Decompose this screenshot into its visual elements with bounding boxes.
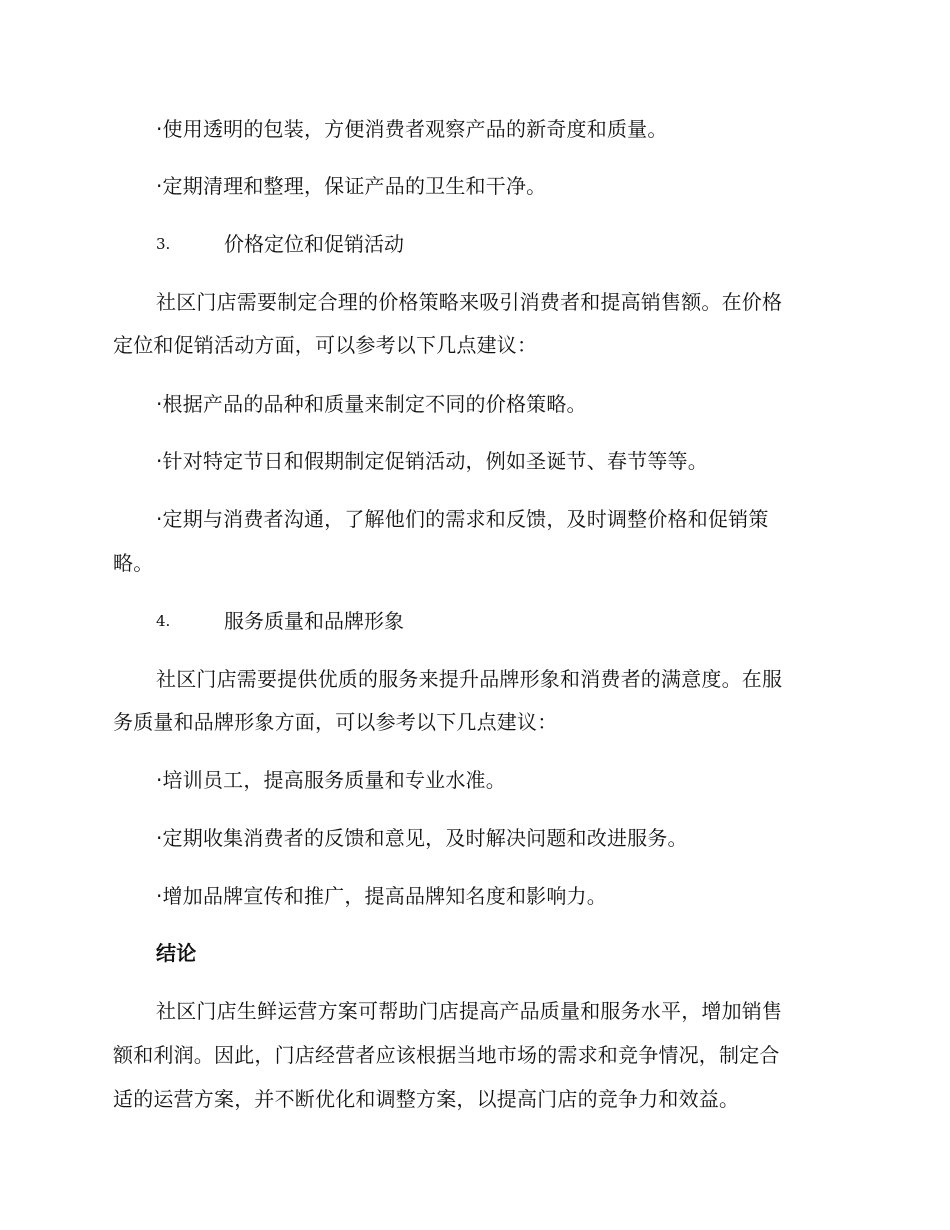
bullet-item-wrap: 略。 — [113, 551, 154, 575]
bullet-item: ·培训员工，提高服务质量和专业水准。 — [156, 768, 506, 792]
bullet-item: ·定期收集消费者的反馈和意见，及时解决问题和改进服务。 — [156, 826, 688, 850]
bullet-item: ·定期清理和整理，保证产品的卫生和干净。 — [156, 174, 547, 198]
paragraph-line: 社区门店生鲜运营方案可帮助门店提高产品质量和服务水平，增加销售 — [156, 999, 783, 1023]
bullet-item: ·定期与消费者沟通，了解他们的需求和反馈，及时调整价格和促销策 — [156, 507, 769, 531]
paragraph-line: 社区门店需要制定合理的价格策略来吸引消费者和提高销售额。在价格 — [156, 290, 783, 314]
paragraph-line: 社区门店需要提供优质的服务来提升品牌形象和消费者的满意度。在服 — [156, 667, 783, 691]
paragraph-line: 务质量和品牌形象方面，可以参考以下几点建议： — [113, 710, 558, 734]
paragraph-line: 额和利润。因此，门店经营者应该根据当地市场的需求和竞争情况，制定合 — [113, 1043, 780, 1067]
section-number: 4. — [156, 612, 171, 630]
bullet-item: ·使用透明的包装，方便消费者观察产品的新奇度和质量。 — [156, 117, 668, 141]
paragraph-line: 适的运营方案，并不断优化和调整方案，以提高门店的竞争力和效益。 — [113, 1087, 740, 1111]
section-title: 价格定位和促销活动 — [224, 232, 404, 256]
paragraph-line: 定位和促销活动方面，可以参考以下几点建议： — [113, 333, 538, 357]
bullet-item: ·针对特定节日和假期制定促销活动，例如圣诞节、春节等等。 — [156, 449, 708, 473]
section-title: 服务质量和品牌形象 — [224, 609, 404, 633]
conclusion-title: 结论 — [156, 941, 197, 965]
bullet-item: ·根据产品的品种和质量来制定不同的价格策略。 — [156, 392, 587, 416]
section-number: 3. — [156, 235, 171, 253]
bullet-item: ·增加品牌宣传和推广，提高品牌知名度和影响力。 — [156, 884, 607, 908]
